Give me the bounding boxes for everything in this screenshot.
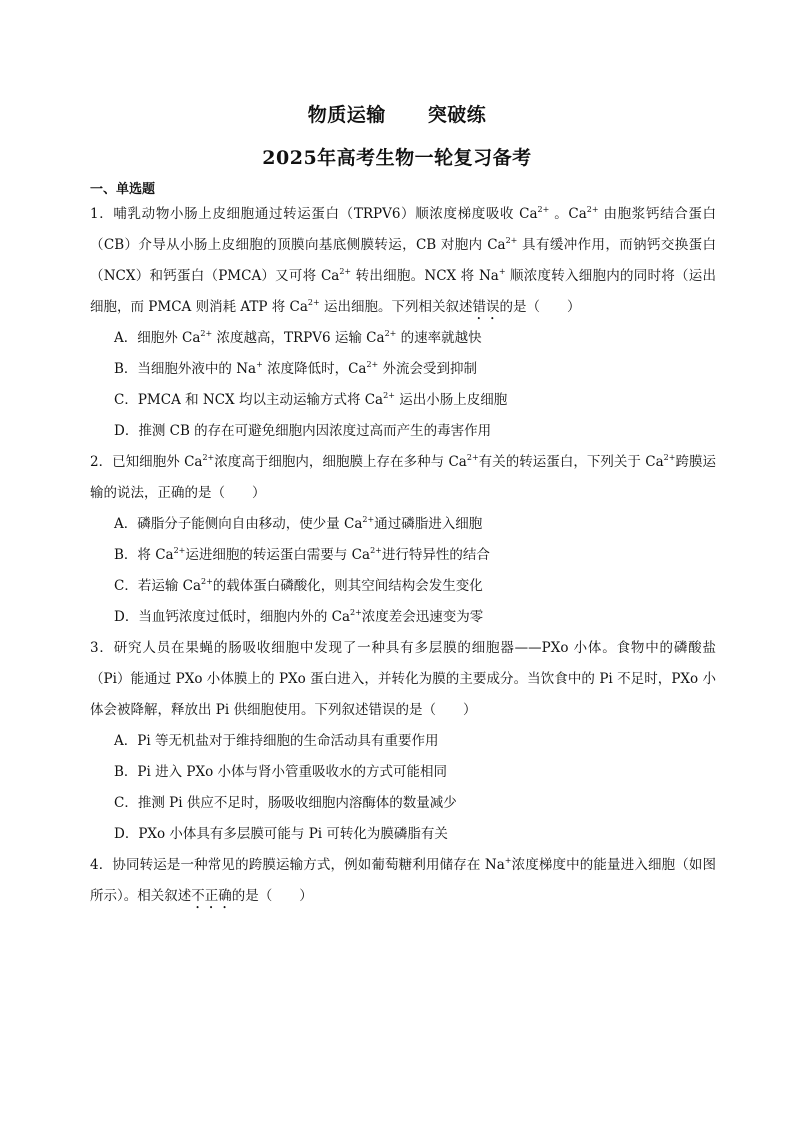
title-part-1: 物质运输	[307, 104, 386, 126]
question-3-option-b[interactable]: B．Pi 进入 PXo 小体与肾小管重吸收水的方式可能相同	[114, 764, 448, 780]
emphasis-mark: 不正确	[191, 888, 232, 904]
question-1-option-c[interactable]: C．PMCA 和 NCX 均以主动运输方式将 $Ca^{2+}$ 运出小肠上皮细胞	[114, 391, 508, 408]
page-title	[0, 100, 794, 127]
question-3: 3．研究人员在果蝇的肠吸收细胞中发现了一种具有多层膜的细胞器——PXo 小体。食物中的磷酸盐（Pi）能通过 PXo 小体膜上的 PXo 蛋白进入，并转化为膜的主要成分。当饮食中的 Pi 不足时，PXo 小体会被降解，释放出 Pi 供细胞使用。下列叙述错误的是（ ）	[90, 640, 716, 718]
question-2-option-c[interactable]: C．若运输 $Ca^{2+}$的载体蛋白磷酸化，则其空间结构会发生变化	[114, 577, 483, 594]
section-heading: 一、单选题	[90, 182, 156, 197]
question-1-option-b[interactable]: B．当细胞外液中的 Na+ 浓度降低时，$Ca^{2+}$ 外流会受到抑制	[114, 360, 478, 377]
question-2-option-d[interactable]: D．当血钙浓度过低时，细胞内外的 $Ca^{2+}$浓度差会迅速变为零	[114, 608, 484, 625]
question-3-option-c[interactable]: C．推测 Pi 供应不足时，肠吸收细胞内溶酶体的数量减少	[114, 795, 457, 811]
question-1-option-d[interactable]: D．推测 CB 的存在可避免细胞内因浓度过高而产生的毒害作用	[114, 423, 492, 439]
emphasis-mark: 错误	[472, 299, 500, 315]
question-2-option-a[interactable]: A．磷脂分子能侧向自由移动，使少量 $Ca^{2+}$通过磷脂进入细胞	[114, 515, 483, 532]
question-3-option-d[interactable]: D．PXo 小体具有多层膜可能与 Pi 可转化为膜磷脂有关	[114, 826, 448, 842]
question-2-option-b[interactable]: B．将 $Ca^{2+}$运进细胞的转运蛋白需要与 $Ca^{2+}$进行特异性的结合	[114, 546, 490, 563]
question-1-option-a[interactable]: A．细胞外 $Ca^{2+}$ 浓度越高，TRPV6 运输 $Ca^{2+}$ 的速率就越快	[114, 329, 482, 346]
question-4: 4．协同转运是一种常见的跨膜运输方式，例如葡萄糖利用储存在 Na+浓度梯度中的能量进入细胞（如图所示）。相关叙述不正确的是（ ）	[90, 856, 716, 904]
question-1: 1．哺乳动物小肠上皮细胞通过转运蛋白（TRPV6）顺浓度梯度吸收 $Ca^{2+}$ 。$Ca^{2+}$ 由胞浆钙结合蛋白（CB）介导从小肠上皮细胞的顶膜向基底侧膜转运，CB 对胞内 $Ca^{2+}$ 具有缓冲作用，而钠钙交换蛋白（NCX）和钙蛋白（PMCA）又可将 $Ca^{2+}$ 转出细胞。NCX 将 Na+ 顺浓度转入细胞内的同时将（运出细胞，而 PMCA 则消耗 ATP 将 $Ca^{2+}$ 运出细胞。下列相关叙述错误的是（ ）	[90, 205, 717, 315]
question-3-option-a[interactable]: A．Pi 等无机盐对于维持细胞的生命活动具有重要作用	[114, 733, 439, 749]
title-part-2: 突破练	[427, 104, 487, 126]
question-2: 2．已知细胞外 $Ca^{2+}$浓度高于细胞内，细胞膜上存在多种与 $Ca^{2+}$有关的转运蛋白，下列关于 $Ca^{2+}$跨膜运输的说法，正确的是（ ）	[90, 453, 717, 501]
question-list	[90, 199, 716, 912]
page-subtitle: 2025年高考生物一轮复习备考	[262, 147, 532, 169]
